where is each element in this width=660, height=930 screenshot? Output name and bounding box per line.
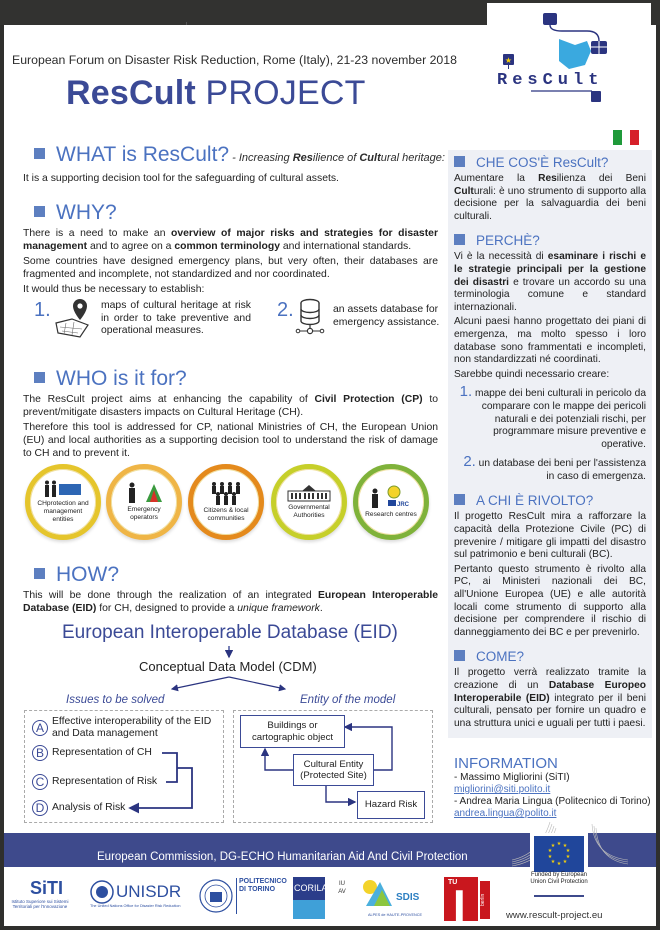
issue-b: B Representation of CH	[32, 745, 152, 761]
conference-line: European Forum on Disaster Risk Reduction, Rome (Italy), 21-23 november 2018	[12, 53, 457, 67]
people-ministry-icon	[43, 480, 83, 498]
who-paragraph-1: The ResCult project aims at enhancing the capability of Civil Protection (CP) to prevent/mitigate disasters impacts on Cultural Heritage (CH).	[23, 394, 438, 418]
contact-2: - Andrea Maria Lingua (Politecnico di Torino)	[454, 796, 651, 807]
database-icon	[290, 297, 332, 337]
why-heading	[23, 201, 438, 225]
who-section	[23, 367, 438, 460]
how-heading	[23, 563, 438, 587]
audience-circle-citizens	[188, 464, 264, 540]
what-heading	[23, 143, 445, 170]
sdis-mark-icon	[360, 878, 440, 908]
perche-heading: PERCHÈ?	[454, 233, 646, 249]
issue-d: D Analysis of Risk	[32, 800, 125, 816]
entity-cultural: Cultural Entity (Protected Site)	[293, 754, 374, 786]
bullet-square-icon	[454, 650, 465, 661]
item-number-2: 2.	[277, 299, 294, 321]
svg-text:★: ★	[556, 861, 562, 867]
emergency-operator-icon	[124, 482, 164, 504]
item-2-text: an assets database for emergency assistance.	[333, 304, 440, 328]
page-title	[66, 74, 366, 113]
who-paragraph-2: Therefore this tool is addressed for CP, national Ministries of CH, the European Union (EU) and local authorities as a supporting decision tool to understand the risk of damage to CH and to prevent it.	[23, 422, 438, 459]
research-jrc-icon	[368, 485, 414, 509]
why-paragraph-1: There is a need to make an overview of major risks and strategies for disaster management and to agree on a common terminology and international standards.	[23, 228, 438, 252]
un-emblem-icon	[90, 880, 114, 904]
letter-d-icon: D	[32, 800, 48, 816]
how-section	[23, 563, 438, 615]
che-body: Aumentare la Resilienza dei Beni Culturali: è uno strumento di supporto alla decisione per la salvaguardia dei beni culturali.	[454, 173, 646, 222]
logo-siti: SiTI Istituto Superiore sui Sistemi Territoriali per l'Innovazione	[11, 878, 69, 909]
website-link[interactable]: www.rescult-project.eu	[506, 910, 603, 921]
item-1-text: maps of cultural heritage at risk in order to take preventive and operational measures.	[101, 300, 251, 336]
audience-circle-ch-protection	[25, 464, 101, 540]
what-title: WHAT is ResCult?	[56, 143, 230, 166]
entity-buildings: Buildings or cartographic object	[240, 715, 345, 748]
come-body: Il progetto verrà realizzato tramite la creazione di un Database Europeo Interoperabile (EID) integrato per il beni culturali, pensato per fornire un quadro e una struttura unici e uguali per tutti i paesi.	[454, 667, 647, 729]
perche-paragraph-1: Vi è la necessità di esaminare i rischi e le strategie principali per la gestione dei disastri e trovare un accordo su una terminologia comune e standard internazionali.	[454, 251, 647, 313]
why-paragraph-2: Some countries have designed emergency plans, but very often, their databases are fragmented and incomplete, not standardized and nor coordinated.	[23, 256, 438, 280]
entity-hazard: Hazard Risk	[357, 791, 425, 819]
svg-text:★: ★	[556, 841, 562, 847]
logo-iuav: IUAV	[338, 881, 346, 895]
jrc-label: JRC	[397, 502, 410, 508]
italian-column	[454, 155, 646, 730]
item-number-1: 1.	[34, 299, 51, 321]
svg-text:★: ★	[550, 843, 556, 849]
svg-text:★: ★	[547, 848, 553, 854]
eu-rule	[534, 895, 584, 897]
why-title: WHY?	[56, 201, 117, 224]
audience-circle-research	[353, 464, 429, 540]
what-subtitle: - Increasing Resilience of Cultural heritage:	[229, 152, 445, 164]
rescult-logo-graphic	[487, 3, 651, 108]
how-title: HOW?	[56, 563, 119, 586]
what-body: It is a supporting decision tool for the safeguarding of cultural assets.	[23, 173, 339, 184]
bullet-square-icon	[34, 372, 45, 383]
bullet-square-icon	[454, 494, 465, 505]
come-heading: COME?	[454, 649, 646, 665]
perche-item-1: 1. mappe dei beni culturali in pericolo da comparare con le mappe dei pericoli naturali e dei potenziali rischi, per programmare misure preventive e operative.	[459, 383, 646, 450]
information-heading: INFORMATION	[454, 755, 558, 772]
svg-text:★: ★	[562, 859, 568, 865]
contact-1: - Massimo Migliorini (SiTI)	[454, 772, 570, 783]
how-paragraph: This will be done through the realization of an integrated European Interoperable Database (EID) for CH, designed to provide a unique framework.	[23, 590, 438, 614]
letter-b-icon: B	[32, 745, 48, 761]
bullet-square-icon	[34, 148, 45, 159]
cdm-title: Conceptual Data Model (CDM)	[139, 659, 317, 674]
title-rest: PROJECT	[195, 74, 366, 112]
banner-text: European Commission, DG-ECHO Humanitarian Aid And Civil Protection	[97, 851, 468, 863]
che-heading: CHE COS'È ResCult?	[454, 155, 646, 171]
perche-item-2: 2. un database dei beni per l'assistenza in caso di emergenza.	[463, 453, 646, 482]
issues-heading: Issues to be solved	[66, 694, 165, 706]
what-section	[23, 143, 445, 185]
bullet-square-icon	[34, 568, 45, 579]
achi-paragraph-2: Pertanto questo strumento è rivolto alla PC, ai Ministeri nazionali dei BC, all'Unione Europea (UE) e alle autorità locali come strumento di supporto alla decisione per comprendere il rischio di danneggiamento dei BC e per prevenirlo.	[454, 563, 646, 638]
svg-text:SDIS: SDIS	[396, 892, 420, 903]
eid-title: European Interoperable Database (EID)	[62, 622, 398, 643]
eu-funded-text: Funded by European Union Civil Protection	[530, 872, 588, 885]
audience-label: Emergency operators	[127, 506, 161, 521]
map-pin-icon	[52, 297, 92, 341]
logo-tu-berlin: TU berlin	[444, 877, 492, 921]
perche-paragraph-2: Alcuni paesi hanno progettato dei piani di emergenza, ma molto spesso i loro database sono frammentati e incompleti, non standardizzati né coordinati.	[454, 316, 646, 366]
svg-text:★: ★	[562, 843, 568, 849]
logo-unisdr: UNISDR The United Nations Office for Disaster Risk Reduction	[90, 882, 182, 908]
svg-text:★: ★	[550, 859, 556, 865]
letter-a-icon: A	[32, 720, 48, 736]
why-section	[23, 201, 438, 296]
entity-heading: Entity of the model	[300, 694, 396, 706]
audience-label: Citizens & local communities	[203, 507, 249, 522]
eu-flag-icon	[534, 836, 584, 872]
svg-text:★: ★	[504, 56, 513, 65]
title-bold: ResCult	[66, 74, 196, 112]
government-building-icon	[286, 484, 332, 502]
letter-c-icon: C	[32, 774, 48, 790]
who-heading	[23, 367, 438, 391]
citizens-group-icon	[208, 481, 244, 505]
bullet-square-icon	[34, 206, 45, 217]
logo-corila: CORILA	[293, 877, 325, 919]
email-link-2[interactable]: andrea.lingua@polito.it	[454, 808, 557, 819]
logo-polito: POLITECNICO DI TORINO	[198, 878, 280, 914]
bullet-square-icon	[454, 234, 465, 245]
issue-a: A Effective interoperability of the EID and Data management	[32, 716, 220, 740]
audience-circle-emergency	[106, 464, 182, 540]
perche-paragraph-3: Sarebbe quindi necessario creare:	[454, 368, 610, 380]
svg-text:★: ★	[547, 854, 553, 860]
why-paragraph-3: It would thus be necessary to establish:	[23, 284, 205, 295]
italian-flag-icon	[613, 130, 639, 145]
logo-sdis: SDIS ALPES de HAUTE-PROVENCE	[360, 878, 440, 917]
email-link-1[interactable]: migliorini@siti.polito.it	[454, 784, 551, 795]
achi-heading: A CHI È RIVOLTO?	[454, 493, 646, 509]
who-title: WHO is it for?	[56, 367, 187, 390]
audience-label: Governmental Authorities	[288, 504, 330, 519]
audience-label: CHprotection and management entities	[37, 500, 89, 523]
rescult-logo	[487, 3, 651, 108]
issue-c: C Representation of Risk	[32, 774, 157, 790]
svg-text:★: ★	[565, 854, 571, 860]
bullet-square-icon	[454, 156, 465, 167]
information-block	[454, 755, 654, 820]
polito-seal-icon	[198, 878, 234, 914]
achi-paragraph-1: Il progetto ResCult mira a rafforzare la capacità della Protezione Civile (PC) di prevenire / mitigare gli impatti del disastro sul patrimonio e beni culturali (BC).	[454, 511, 646, 561]
audience-circle-government	[271, 464, 347, 540]
logo-text: ResCult	[497, 71, 604, 90]
svg-text:★: ★	[565, 848, 571, 854]
audience-label: Research centres	[365, 511, 417, 518]
